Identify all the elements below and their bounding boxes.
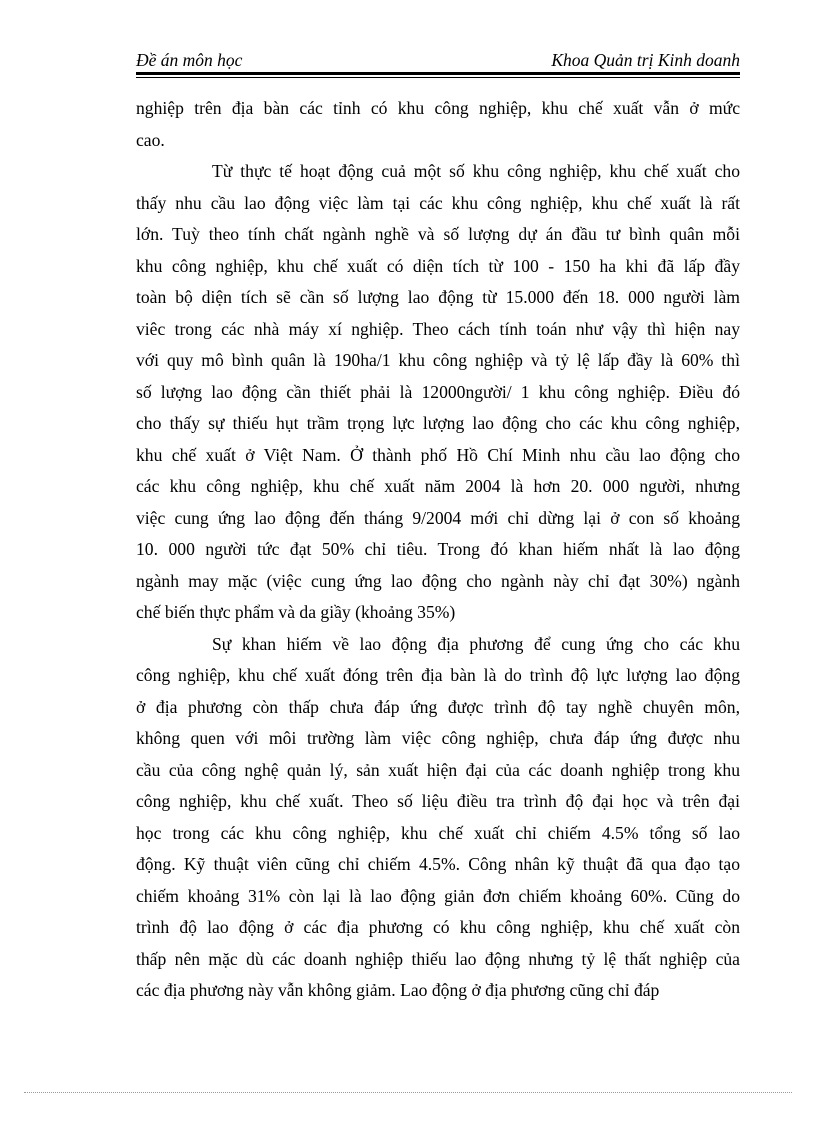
header-faculty-label: Khoa Quản trị Kinh doanh bbox=[551, 50, 740, 70]
text-line: cầu của công nghệ quản lý, sản xuất hiện đại của các doanh nghiệp trong khu bbox=[136, 759, 740, 780]
text-line: các địa phương này vẫn không giảm. Lao động ở địa phương cũng chỉ đáp bbox=[136, 980, 660, 1000]
text-line: thấy nhu cầu lao động việc làm tại các khu công nghiệp, khu chế xuất là rất bbox=[136, 192, 740, 213]
text-line: việc cung ứng lao động đến tháng 9/2004 mới chỉ dừng lại ở con số khoảng bbox=[136, 507, 740, 528]
text-line: động. Kỹ thuật viên cũng chỉ chiếm 4.5%. Công nhân kỹ thuật đã qua đạo tạo bbox=[136, 854, 740, 874]
text-line: khu chế xuất ở Việt Nam. Ở thành phố Hồ Chí Minh nhu cầu lao động cho bbox=[136, 444, 740, 465]
text-line: cao. bbox=[136, 129, 165, 150]
text-line: cho thấy sự thiếu hụt trầm trọng lực lượng lao động cho các khu công nghiệp, bbox=[136, 413, 740, 433]
text-line: Từ thực tế hoạt động cuả một số khu công nghiệp, khu chế xuất cho bbox=[212, 161, 740, 181]
text-line: công nghiệp, khu chế xuất. Theo số liệu điều tra trình độ đại học và trên đại bbox=[136, 791, 740, 811]
text-line: 10. 000 người tức đạt 50% chỉ tiêu. Trong đó khan hiếm nhất là lao động bbox=[136, 539, 740, 559]
text-line: các khu công nghiệp, khu chế xuất năm 2004 là hơn 20. 000 người, nhưng bbox=[136, 476, 740, 496]
header-course-label: Đề án môn học bbox=[136, 50, 243, 70]
text-line: ngành may mặc (việc cung ứng lao động cho ngành này chỉ đạt 30%) ngành bbox=[136, 570, 740, 591]
text-line: lớn. Tuỳ theo tính chất ngành nghề và số lượng dự án đầu tư bình quân mỗi bbox=[136, 224, 740, 244]
text-line: trình độ lao động ở các địa phương có khu công nghiệp, khu chế xuất còn bbox=[136, 917, 740, 937]
text-line: học trong các khu công nghiệp, khu chế xuất chỉ chiếm 4.5% tổng số lao bbox=[136, 822, 740, 843]
text-line: công nghiệp, khu chế xuất đóng trên địa bàn là do trình độ lực lượng lao động bbox=[136, 665, 740, 685]
text-line: Sự khan hiếm về lao động địa phương để cung ứng cho các khu bbox=[212, 633, 740, 654]
header-rule-thin bbox=[136, 77, 740, 78]
text-line: chiếm khoảng 31% còn lại là lao động giản đơn chiếm khoảng 60%. Cũng do bbox=[136, 885, 740, 906]
text-line: thấp nên mặc dù các doanh nghiệp thiếu lao động nhưng tỷ lệ thất nghiệp của bbox=[136, 948, 740, 969]
text-line: ở địa phương còn thấp chưa đáp ứng được trình độ tay nghề chuyên môn, bbox=[136, 696, 740, 717]
page-header bbox=[136, 46, 740, 76]
text-line: số lượng lao động cần thiết phải là 12000người/ 1 khu công nghiệp. Điều đó bbox=[136, 381, 740, 402]
page-bottom-divider bbox=[24, 1092, 792, 1093]
text-line: viêc trong các nhà máy xí nghiệp. Theo cách tính toán như vậy thì hiện nay bbox=[136, 318, 740, 339]
document-body bbox=[136, 93, 740, 1007]
text-line: với quy mô bình quân là 190ha/1 khu công nghiệp và tỷ lệ lấp đầy là 60% thì bbox=[136, 350, 740, 370]
text-line: khu công nghiệp, khu chế xuất có diện tích từ 100 - 150 ha khi đã lấp đầy bbox=[136, 255, 740, 276]
text-line: chế biến thực phẩm và da giầy (khoảng 35%) bbox=[136, 602, 456, 622]
text-line: nghiệp trên địa bàn các tỉnh có khu công nghiệp, khu chế xuất vẫn ở mức bbox=[136, 98, 740, 118]
header-rule-thick bbox=[136, 72, 740, 75]
text-line: toàn bộ diện tích sẽ cần số lượng lao động từ 15.000 đến 18. 000 người làm bbox=[136, 287, 740, 307]
text-line: không quen với môi trường làm việc công nghiệp, chưa đáp ứng được nhu bbox=[136, 728, 740, 748]
